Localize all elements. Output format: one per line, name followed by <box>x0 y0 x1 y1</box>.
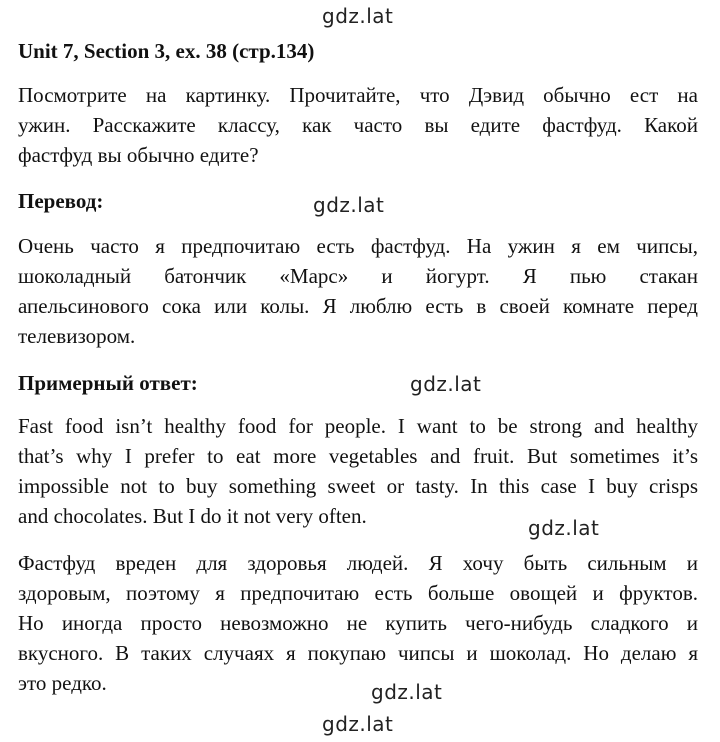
exercise-title: Unit 7, Section 3, ex. 38 (стр.134) <box>18 39 315 63</box>
translation-line: телевизором. <box>18 324 136 348</box>
answer-english-line: Fast food isn’t healthy food for people. I want to be strong and healthy <box>18 414 698 438</box>
translation-line: апельсинового сока или колы. Я люблю есть в своей комнате перед <box>18 294 698 318</box>
answer-heading: Примерный ответ: <box>18 371 198 395</box>
task-line: фастфуд вы обычно едите? <box>18 143 259 167</box>
watermark-english: gdz.lat <box>528 516 600 540</box>
watermark-russian: gdz.lat <box>371 680 443 704</box>
answer-english-line: that’s why I prefer to eat more vegetables and fruit. But sometimes it’s <box>18 444 698 468</box>
translation-heading: Перевод: <box>18 189 104 213</box>
answer-russian-line: это редко. <box>18 671 107 695</box>
watermark-top: gdz.lat <box>322 4 394 28</box>
answer-russian-paragraph <box>18 548 698 698</box>
answer-russian-line: вкусного. В таких случаях я покупаю чипсы и шоколад. Но делаю я <box>18 641 698 665</box>
task-line: Посмотрите на картинку. Прочитайте, что Дэвид обычно ест на <box>18 83 698 107</box>
watermark-bottom: gdz.lat <box>322 712 394 736</box>
translation-line: Очень часто я предпочитаю есть фастфуд. На ужин я ем чипсы, <box>18 234 698 258</box>
answer-russian-line: Но иногда просто невозможно не купить чего-нибудь сладкого и <box>18 611 698 635</box>
watermark-answer: gdz.lat <box>410 372 482 396</box>
task-paragraph <box>18 80 698 170</box>
task-line: ужин. Расскажите классу, как часто вы едите фастфуд. Какой <box>18 113 698 137</box>
answer-english-line: impossible not to buy something sweet or tasty. In this case I buy crisps <box>18 474 698 498</box>
watermark-translation: gdz.lat <box>313 193 385 217</box>
translation-paragraph <box>18 231 698 351</box>
answer-russian-line: Фастфуд вреден для здоровья людей. Я хочу быть сильным и <box>18 551 698 575</box>
answer-english-line: and chocolates. But I do it not very often. <box>18 504 367 528</box>
answer-russian-line: здоровым, поэтому я предпочитаю есть больше овощей и фруктов. <box>18 581 698 605</box>
answer-english-paragraph <box>18 411 698 531</box>
translation-line: шоколадный батончик «Марс» и йогурт. Я пью стакан <box>18 264 698 288</box>
